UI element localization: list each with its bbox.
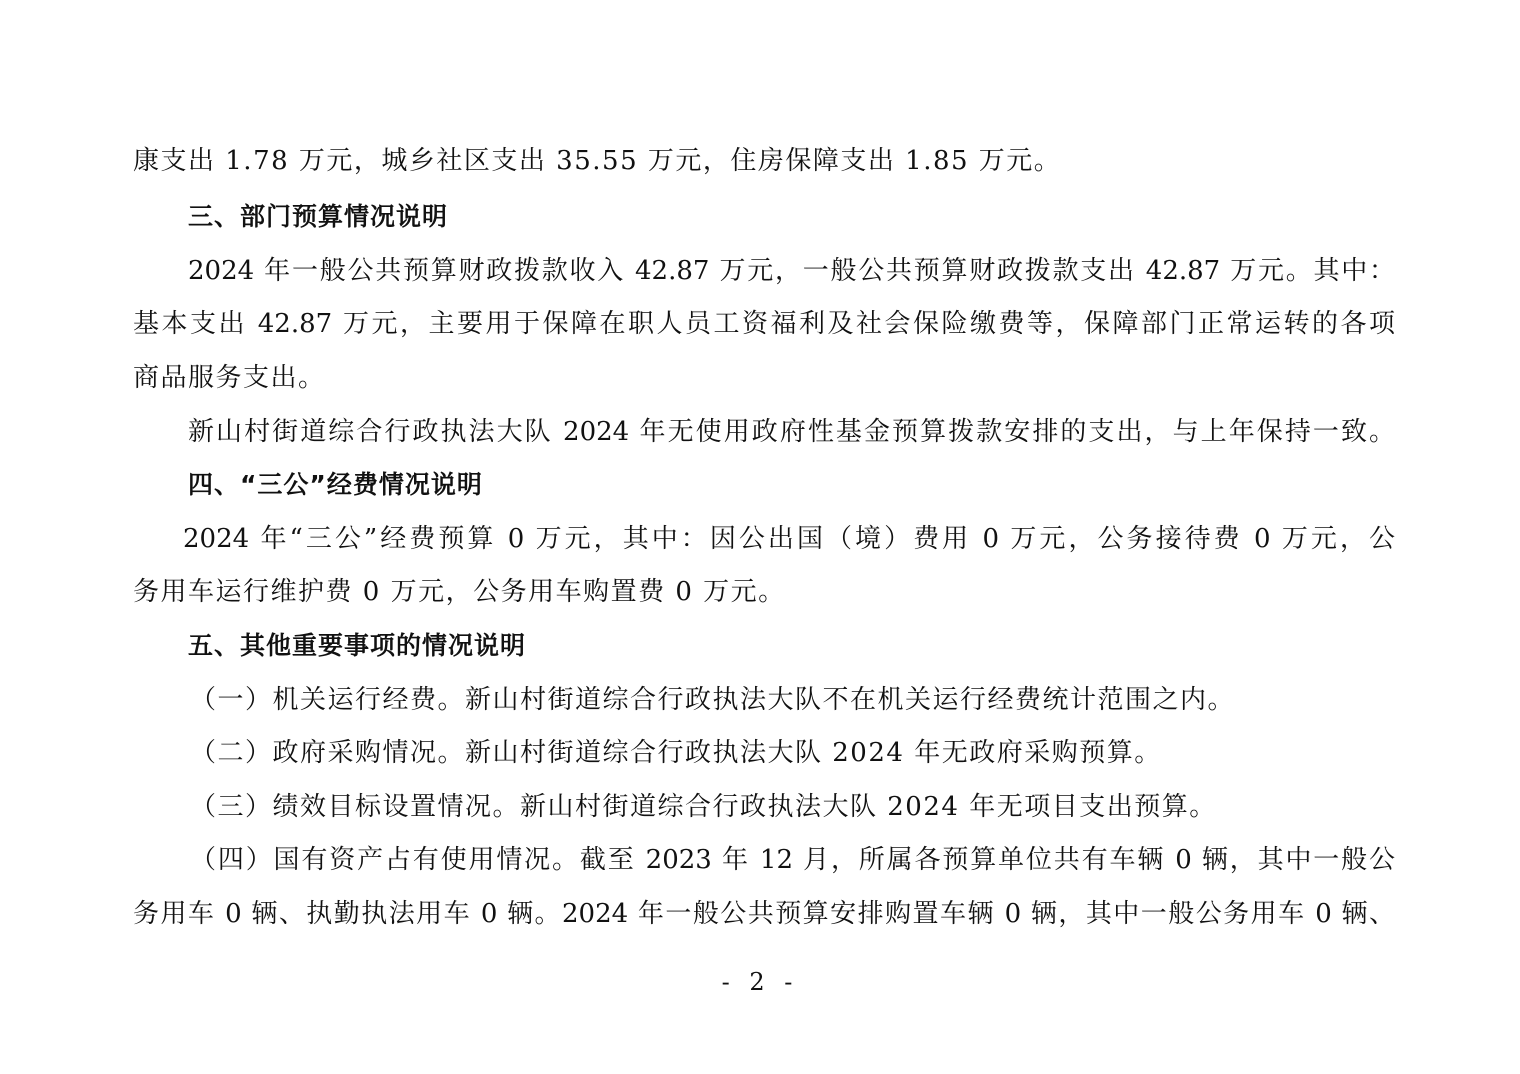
body-line: 商品服务支出。 <box>133 363 326 393</box>
body-line: （三）绩效目标设置情况。新山村街道综合行政执法大队 2024 年无项目支出预算。 <box>190 792 1217 822</box>
body-line: 康支出 1.78 万元，城乡社区支出 35.55 万元，住房保障支出 1.85 万元。 <box>133 146 1062 176</box>
body-line: 2024 年一般公共预算财政拨款收入 42.87 万元，一般公共预算财政拨款支出 42.87 万元。其中： <box>188 256 1395 286</box>
body-line: （一）机关运行经费。新山村街道综合行政执法大队不在机关运行经费统计范围之内。 <box>190 685 1236 715</box>
page-number: - 2 - <box>721 968 799 996</box>
section-heading-5: 五、其他重要事项的情况说明 <box>188 631 527 660</box>
body-line: （二）政府采购情况。新山村街道综合行政执法大队 2024 年无政府采购预算。 <box>190 738 1162 768</box>
body-line: 2024 年“三公”经费预算 0 万元，其中：因公出国（境）费用 0 万元，公务接待费 0 万元，公 <box>183 524 1395 554</box>
body-line: 新山村街道综合行政执法大队 2024 年无使用政府性基金预算拨款安排的支出，与上年保持一致。 <box>188 417 1395 447</box>
body-line: （四）国有资产占有使用情况。截至 2023 年 12 月，所属各预算单位共有车辆 0 辆，其中一般公 <box>190 845 1395 875</box>
section-heading-4: 四、“三公”经费情况说明 <box>188 470 483 499</box>
body-line: 务用车运行维护费 0 万元，公务用车购置费 0 万元。 <box>133 577 786 607</box>
section-heading-3: 三、部门预算情况说明 <box>188 202 449 231</box>
body-line: 务用车 0 辆、执勤执法用车 0 辆。2024 年一般公共预算安排购置车辆 0 辆，其中一般公务用车 0 辆、 <box>133 899 1396 929</box>
body-line: 基本支出 42.87 万元，主要用于保障在职人员工资福利及社会保险缴费等，保障部门正常运转的各项 <box>133 309 1395 339</box>
